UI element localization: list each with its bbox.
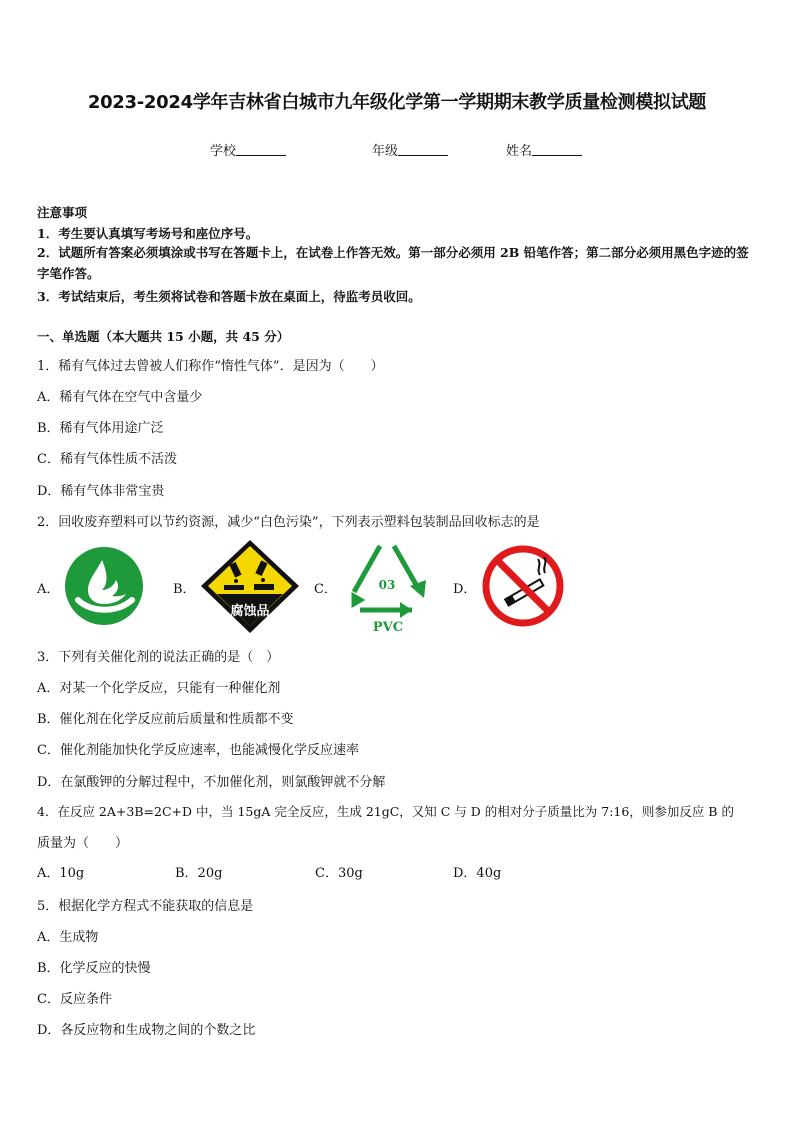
- school-blank: [236, 143, 286, 156]
- no-smoking-icon: [482, 545, 564, 627]
- q2-stem: 2．回收废弃塑料可以节约资源，减少“白色污染”，下列表示塑料包装制品回收标志的是: [37, 515, 540, 530]
- notice-heading: 注意事项: [37, 205, 88, 220]
- grade-label: 年级: [372, 144, 399, 159]
- name-label: 姓名: [506, 144, 533, 159]
- school-field: [210, 140, 286, 159]
- notice-item: 3．考试结束后，考生须将试卷和答题卡放在桌面上，待监考员收回。: [37, 289, 421, 304]
- q4-stem-line2: 质量为（ ）: [37, 836, 129, 851]
- q4-option-b: B．20g: [175, 866, 223, 881]
- grade-field: [372, 140, 448, 159]
- q4-option-c: C．30g: [315, 866, 363, 881]
- recycle-number: 03: [378, 578, 396, 592]
- q2-option-c-label: C．: [314, 582, 337, 597]
- q3-option-c: C．催化剂能加快化学反应速率，也能减慢化学反应速率: [37, 743, 359, 758]
- q1-option-b: B．稀有气体用途广泛: [37, 421, 164, 436]
- q5-option-b: B．化学反应的快慢: [37, 961, 151, 976]
- q3-option-a: A．对某一个化学反应，只能有一种催化剂: [37, 681, 281, 696]
- name-blank: [532, 143, 582, 156]
- q4-stem-line1: 4．在反应 2A+3B=2C+D 中，当 15gA 完全反应，生成 21gC，又知 C 与 D 的相对分子质量比为 7:16，则参加反应 B 的: [37, 804, 734, 819]
- pvc-recycle-icon: [340, 540, 434, 636]
- q5-option-c: C．反应条件: [37, 992, 112, 1007]
- notice-item: 1．考生要认真填写考场号和座位序号。: [37, 226, 259, 241]
- q3-stem: 3．下列有关催化剂的说法正确的是（ ）: [37, 650, 280, 665]
- school-label: 学校: [210, 144, 237, 159]
- name-field: [506, 140, 582, 159]
- q4-option-d: D．40g: [453, 866, 502, 881]
- q1-option-d: D．稀有气体非常宝贵: [37, 484, 165, 499]
- q1-stem: 1．稀有气体过去曾被人们称作“惰性气体”．是因为（ ）: [37, 359, 384, 374]
- notice-item: 2．试题所有答案必须填涂或书写在答题卡上，在试卷上作答无效。第一部分必须用 2B 铅笔作答；第二部分必须用黑色字迹的签字笔作答。: [37, 245, 749, 281]
- q1-option-c: C．稀有气体性质不活泼: [37, 452, 177, 467]
- q5-stem: 5．根据化学方程式不能获取的信息是: [37, 899, 254, 914]
- corrosive-label: 腐蚀品: [230, 604, 270, 619]
- q1-option-a: A．稀有气体在空气中含量少: [37, 390, 203, 405]
- grade-blank: [398, 143, 448, 156]
- q3-option-d: D．在氯酸钾的分解过程中，不加催化剂，则氯酸钾就不分解: [37, 775, 386, 790]
- q2-option-a-label: A．: [37, 582, 60, 597]
- q5-option-d: D．各反应物和生成物之间的个数之比: [37, 1023, 256, 1038]
- q4-option-a: A．10g: [37, 866, 85, 881]
- corrosive-hazard-icon: [200, 539, 300, 634]
- q3-option-b: B．催化剂在化学反应前后质量和性质都不变: [37, 712, 294, 727]
- section-heading: 一、单选题（本大题共 15 小题，共 45 分）: [37, 329, 290, 344]
- recycle-code: PVC: [372, 620, 404, 635]
- water-saving-icon: [64, 546, 144, 626]
- q5-option-a: A．生成物: [37, 930, 99, 945]
- q2-option-b-label: B．: [173, 582, 196, 597]
- page-title: 2023-2024学年吉林省白城市九年级化学第一学期期末教学质量检测模拟试题: [87, 92, 707, 113]
- q2-option-d-label: D．: [453, 582, 477, 597]
